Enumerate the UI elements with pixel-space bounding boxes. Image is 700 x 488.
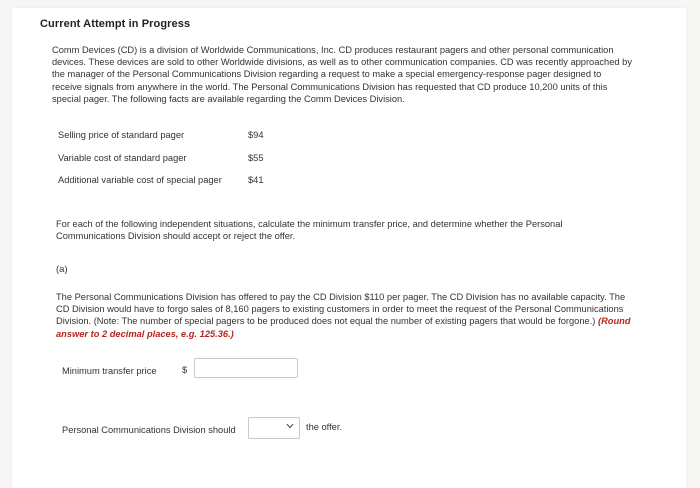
fact-label: Selling price of standard pager	[58, 130, 185, 140]
minimum-transfer-price-row	[62, 358, 322, 380]
accept-reject-dropdown[interactable]	[248, 417, 300, 439]
rounding-hint: (Round answer to 2 decimal places, e.g. 125.36.)	[56, 316, 631, 339]
status-heading: Current Attempt in Progress	[40, 18, 191, 30]
fact-row	[58, 153, 298, 176]
currency-symbol: $	[182, 365, 188, 375]
fact-row	[58, 130, 298, 153]
fact-label: Variable cost of standard pager	[58, 152, 187, 163]
scenario-paragraph	[56, 291, 636, 340]
fact-label: Additional variable cost of special pager	[58, 175, 222, 185]
decision-row	[62, 416, 392, 440]
intro-paragraph: Comm Devices (CD) is a division of Worldwide Communications, Inc. CD produces restaurant pagers and other personal communication devices. These devices are sold to other Worldwide divisions, as well as to other communication companies. CD was recently approached by the manager of the Personal Communications Division regarding a request to make a special emergency-response pager designed to receive signals from anywhere in the world. The Personal Communications Division has requested that CD produce 10,200 units of this special pager. The following facts are available regarding the Comm Devices Division.	[52, 45, 632, 104]
instructions-paragraph: For each of the following independent situations, calculate the minimum transfer price, and determine whether the Personal Communications Division should accept or reject the offer.	[56, 219, 563, 242]
fact-value: $94	[248, 130, 264, 140]
decision-label: Personal Communications Division should	[62, 425, 236, 435]
facts-table	[58, 130, 298, 198]
part-label: (a)	[56, 264, 68, 275]
fact-value: $55	[248, 152, 264, 163]
decision-suffix: the offer.	[306, 422, 343, 432]
fact-value: $41	[248, 175, 264, 185]
minimum-transfer-price-label: Minimum transfer price	[62, 366, 157, 376]
fact-row	[58, 175, 298, 198]
scenario-text: The Personal Communications Division has offered to pay the CD Division $110 per pager. The CD Division has no available capacity. The CD Division would have to forgo sales of 8,160 pagers to existing customers in order to meet the request of the Personal Communications Division. (Note: The number of special pagers to be produced does not equal the number of existing pagers that would be forgone.)	[56, 292, 626, 327]
chevron-down-icon	[286, 422, 294, 430]
minimum-transfer-price-input[interactable]	[194, 358, 298, 378]
